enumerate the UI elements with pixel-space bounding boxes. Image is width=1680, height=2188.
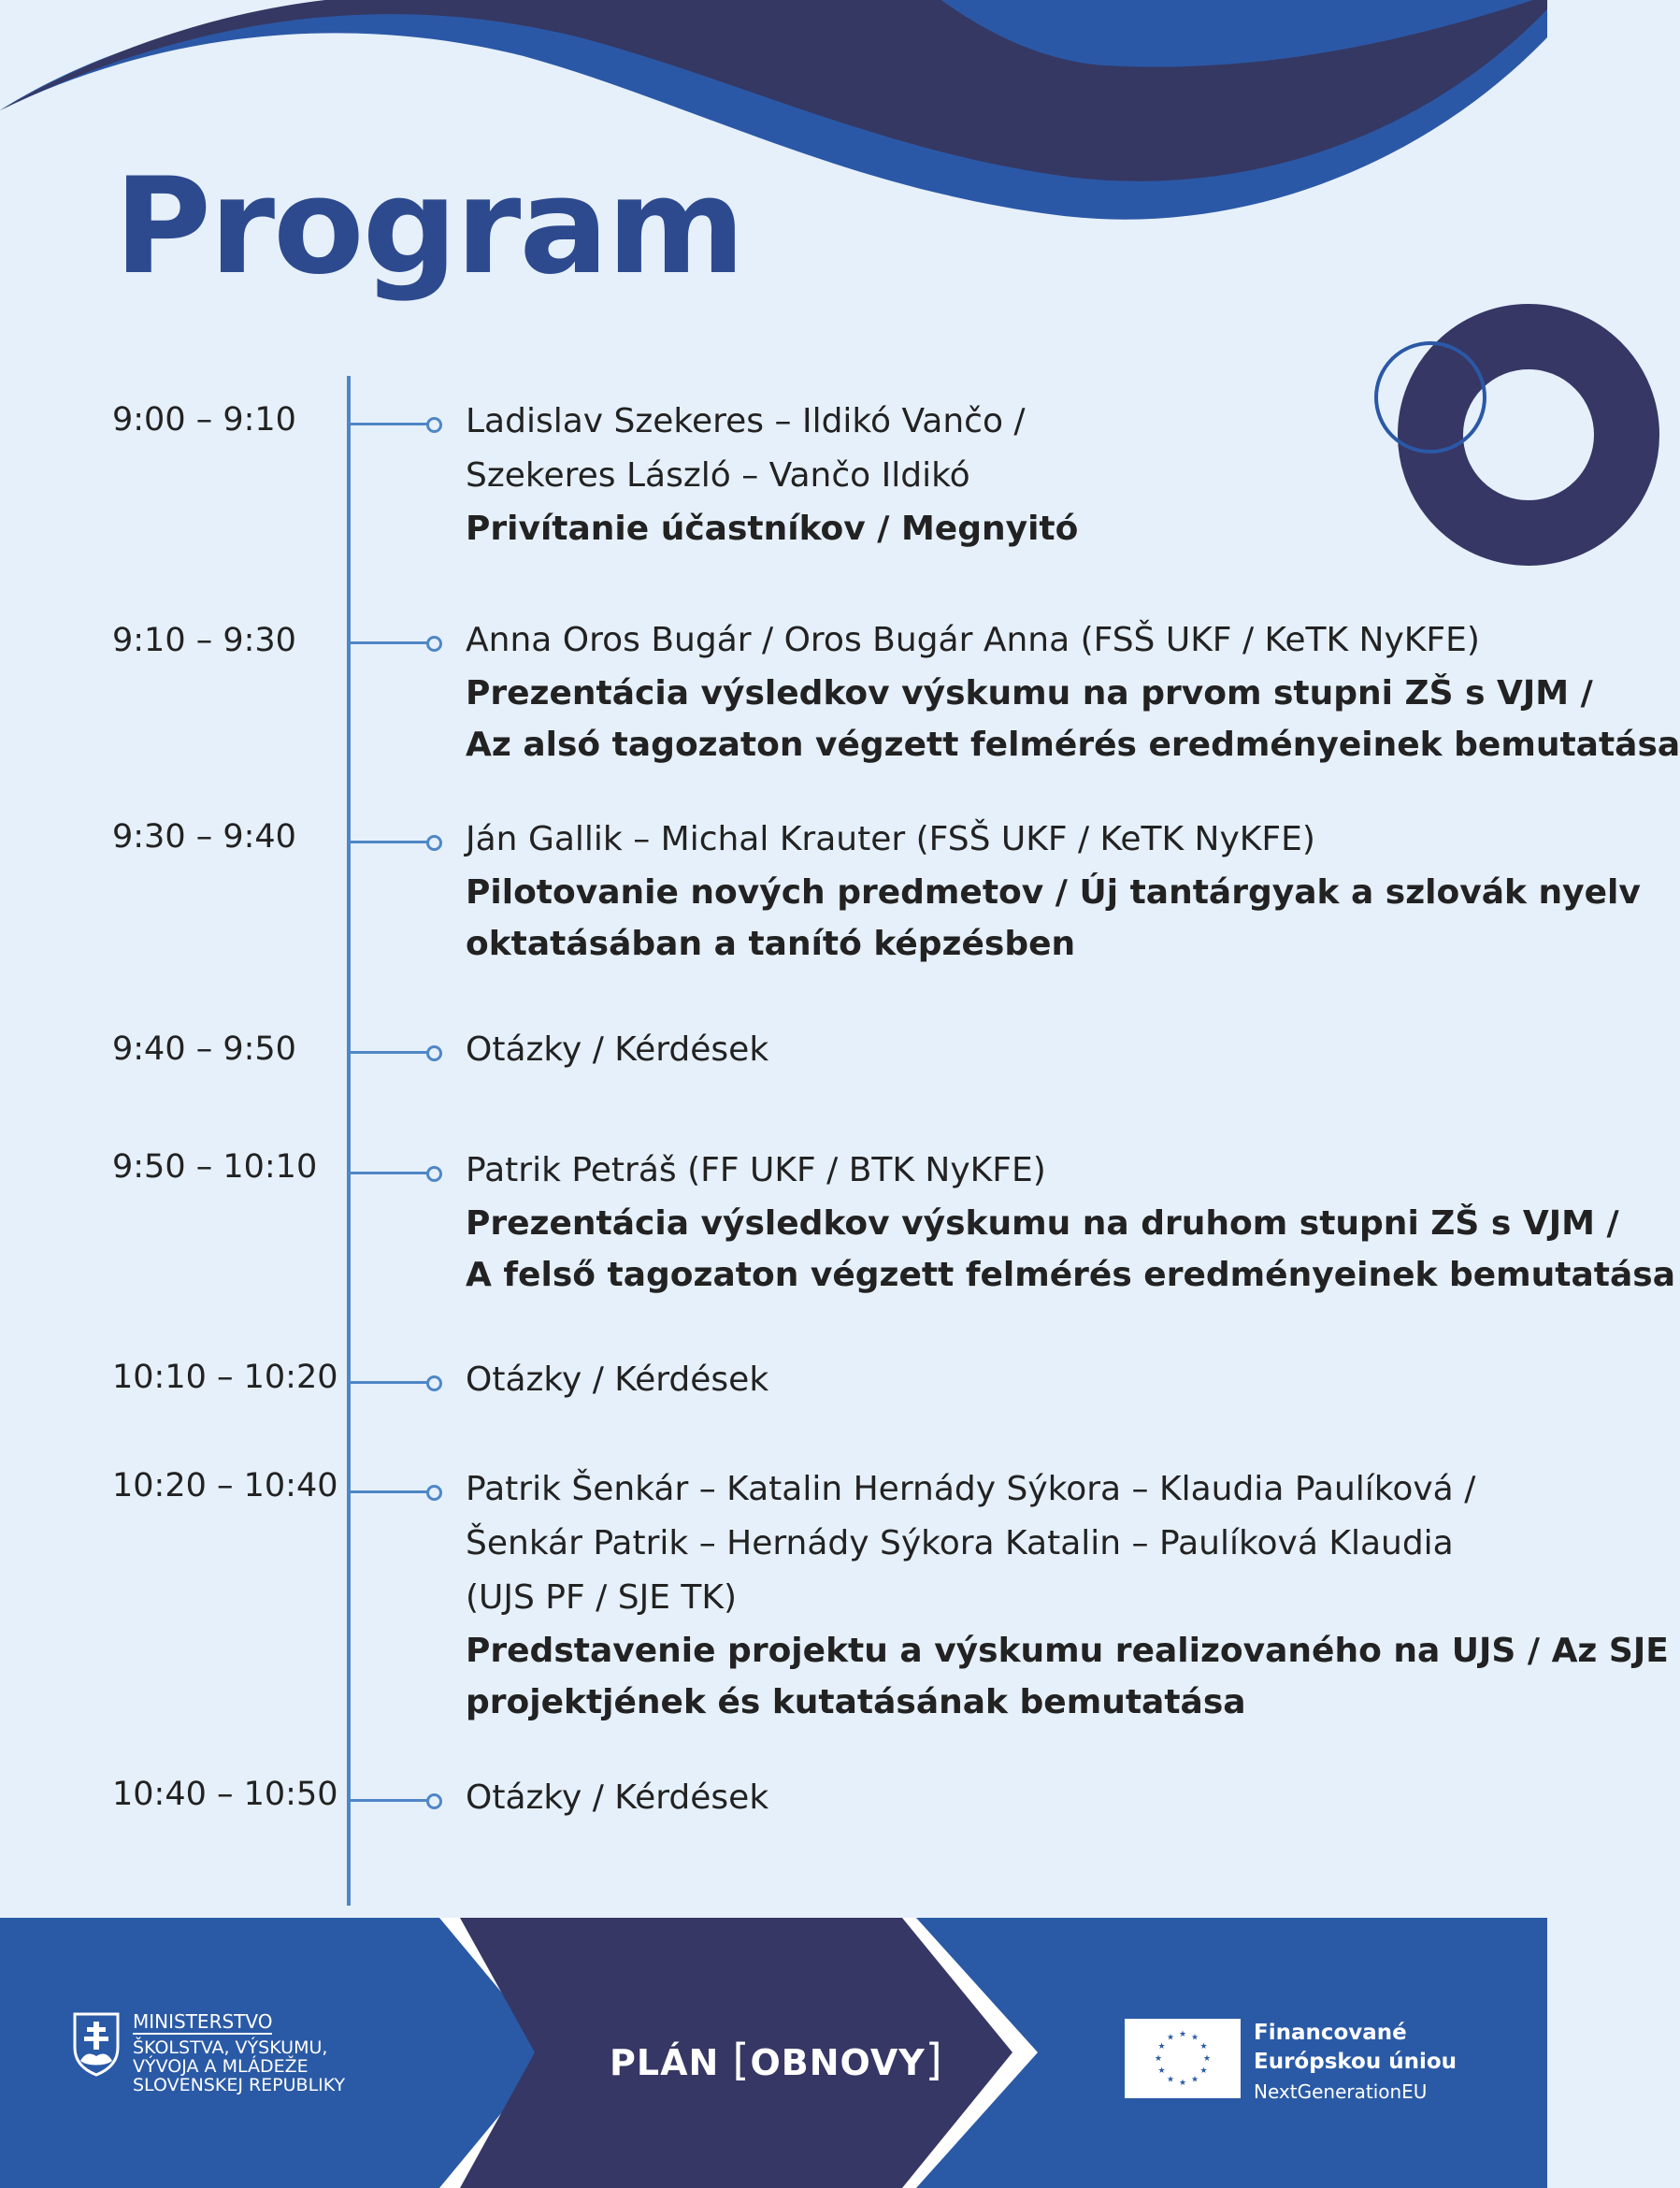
eu-star-icon: ★ <box>1202 2054 1212 2064</box>
schedule-content <box>466 613 1680 770</box>
eu-line-1: Financované <box>1254 2021 1407 2045</box>
timeline-dot-icon <box>426 835 442 851</box>
speaker-line: Ladislav Szekeres – Ildikó Vančo / <box>466 402 1026 440</box>
slovak-coat-of-arms-icon <box>73 2012 120 2076</box>
timeline-connector <box>351 641 429 644</box>
page-title: Program <box>114 150 744 304</box>
speaker-line: Patrik Petráš (FF UKF / BTK NyKFE) <box>466 1151 1046 1189</box>
schedule-time: 10:10 – 10:20 <box>112 1359 338 1396</box>
session-title-line: oktatásában a tanító képzésben <box>466 925 1076 963</box>
obnovy-word: OBNOVY <box>750 2042 926 2083</box>
schedule-content <box>466 813 1641 970</box>
session-title-line: Predstavenie projektu a výskumu realizovaného na UJS / Az SJE <box>466 1632 1669 1670</box>
plan-bracket-left: [ <box>732 2035 751 2085</box>
eu-line-3: NextGenerationEU <box>1254 2080 1428 2103</box>
eu-star-icon: ★ <box>1178 2079 1187 2088</box>
timeline-dot-icon <box>426 417 442 433</box>
eu-star-icon: ★ <box>1190 2033 1199 2043</box>
timeline-connector <box>351 1051 429 1054</box>
session-title-line: Az alsó tagozaton végzett felmérés eredményeinek bemutatása <box>466 726 1680 764</box>
schedule-content <box>466 1144 1676 1301</box>
timeline-dot-icon <box>426 1485 442 1501</box>
speaker-line: Patrik Šenkár – Katalin Hernády Sýkora – Klaudia Paulíková / <box>466 1470 1476 1508</box>
session-title-line: Prezentácia výsledkov výskumu na prvom stupni ZŠ s VJM / <box>466 674 1593 713</box>
schedule-content <box>466 1353 1522 1407</box>
eu-star-icon: ★ <box>1199 2066 1208 2076</box>
timeline-dot-icon <box>426 1045 442 1061</box>
session-title-line: Pilotovanie nových predmetov / Új tantárgyak a szlovák nyelv <box>466 873 1641 912</box>
ministry-line-2: ŠKOLSTVA, VÝSKUMU, <box>133 2037 328 2058</box>
timeline-connector <box>351 423 429 425</box>
speaker-line: Otázky / Kérdések <box>466 1778 769 1817</box>
speaker-line: Anna Oros Bugár / Oros Bugár Anna (FSŠ UKF / KeTK NyKFE) <box>466 621 1480 659</box>
schedule-content <box>466 1462 1669 1728</box>
session-title-line: A felső tagozaton végzett felmérés eredményeinek bemutatása <box>466 1256 1676 1294</box>
timeline-connector <box>351 1381 429 1384</box>
eu-star-icon: ★ <box>1166 2075 1175 2085</box>
timeline-connector <box>351 841 429 843</box>
eu-star-icon: ★ <box>1166 2033 1175 2043</box>
plan-obnovy-logo <box>610 2035 943 2085</box>
plan-word: PLÁN <box>610 2042 720 2083</box>
schedule-time: 10:40 – 10:50 <box>112 1776 338 1813</box>
ministry-line-3: VÝVOJA A MLÁDEŽE <box>133 2056 309 2077</box>
timeline-dot-icon <box>426 1375 442 1391</box>
speaker-line: Otázky / Kérdések <box>466 1360 769 1399</box>
eu-star-icon: ★ <box>1178 2030 1187 2039</box>
plan-bracket-right: ] <box>925 2035 943 2085</box>
eu-star-icon: ★ <box>1190 2075 1199 2085</box>
ministry-heading: MINISTERSTVO <box>133 2010 273 2033</box>
speaker-line: (UJS PF / SJE TK) <box>466 1578 738 1617</box>
timeline-dot-icon <box>426 636 442 652</box>
timeline-line <box>347 376 351 1906</box>
session-title-line: Privítanie účastníkov / Megnyitó <box>466 510 1079 548</box>
eu-line-2: Európskou úniou <box>1254 2050 1457 2074</box>
timeline-dot-icon <box>426 1166 442 1182</box>
timeline-dot-icon <box>426 1793 442 1809</box>
session-title-line: projektjének és kutatásának bemutatása <box>466 1683 1246 1721</box>
timeline-connector <box>351 1172 429 1174</box>
schedule-time: 9:50 – 10:10 <box>112 1148 318 1186</box>
speaker-line: Otázky / Kérdések <box>466 1030 769 1069</box>
schedule-content <box>466 395 1522 554</box>
speaker-line: Šenkár Patrik – Hernády Sýkora Katalin – Paulíková Klaudia <box>466 1524 1454 1562</box>
eu-flag-icon <box>1125 2019 1241 2098</box>
schedule-time: 9:00 – 9:10 <box>112 401 296 439</box>
session-title-line: Prezentácia výsledkov výskumu na druhom stupni ZŠ s VJM / <box>466 1204 1619 1243</box>
ministry-line-4: SLOVENSKEJ REPUBLIKY <box>133 2075 346 2095</box>
eu-star-icon: ★ <box>1157 2066 1166 2076</box>
speaker-line: Ján Gallik – Michal Krauter (FSŠ UKF / KeTK NyKFE) <box>466 820 1315 858</box>
timeline-connector <box>351 1490 429 1493</box>
schedule-time: 10:20 – 10:40 <box>112 1467 338 1504</box>
speaker-line: Szekeres László – Vančo Ildikó <box>466 456 970 495</box>
eu-star-icon: ★ <box>1157 2042 1166 2051</box>
schedule-time: 9:10 – 9:30 <box>112 622 296 659</box>
schedule-time: 9:30 – 9:40 <box>112 818 296 856</box>
schedule-content <box>466 1771 1522 1825</box>
eu-star-icon: ★ <box>1199 2042 1208 2051</box>
schedule-content <box>466 1023 1522 1077</box>
timeline-connector <box>351 1799 429 1802</box>
eu-star-icon: ★ <box>1154 2054 1163 2064</box>
schedule-time: 9:40 – 9:50 <box>112 1030 296 1068</box>
